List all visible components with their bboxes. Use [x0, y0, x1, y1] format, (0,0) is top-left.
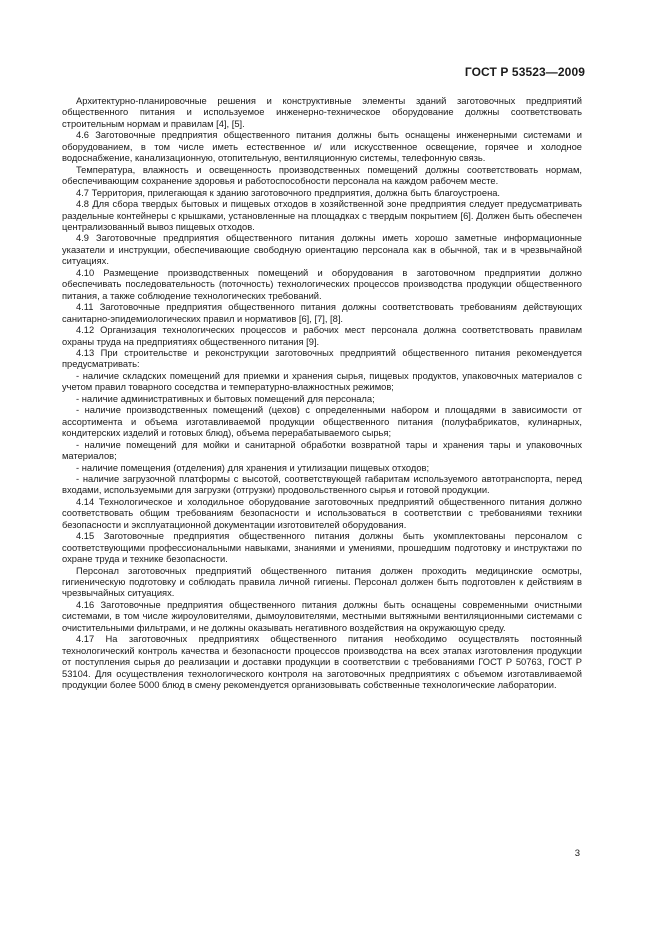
- list-item-washing: - наличие помещений для мойки и санитарной обработки возвратной тары и хранения тары и упаковочных материалов;: [62, 439, 582, 462]
- page-number: 3: [574, 848, 580, 859]
- paragraph-4-17: 4.17 На заготовочных предприятиях общественного питания необходимо осуществлять постоянный технологический контроль качества и безопасности процессов производства на всех этапах изготовления продукции от поступления сырья до реализации и доставки продукции в соответствии с требованиями ГОСТ Р 50763, ГОСТ Р 53104. Для осуществления технологического контроля на заготовочных предприятиях с объемом изготавливаемой продукции более 5000 блюд в смену рекомендуется организовывать собственные технологические лаборатории.: [62, 634, 582, 691]
- paragraph-4-11: 4.11 Заготовочные предприятия общественного питания должны соответствовать требованиям действующих санитарно-эпидемиологических правил и нормативов [6], [7], [8].: [62, 302, 582, 324]
- paragraph-4-16: 4.16 Заготовочные предприятия общественного питания должны быть оснащены современными очистными системами, в том числе жироуловителями, дымоуловителями, местными вытяжными вентиляционными системами с очистительными фильтрами, и не должны оказывать негативного воздействия на окружающую среду.: [62, 599, 582, 633]
- paragraph-4-15: 4.15 Заготовочные предприятия общественного питания должны быть укомплектованы персоналом с соответствующими профессиональными навыками, знаниями и умениями, прошедшим подготовку и инструктажи по охране труда и технике безопасности.: [62, 531, 582, 565]
- paragraph-4-9: 4.9 Заготовочные предприятия общественного питания должны иметь хорошо заметные информационные указатели и инструкции, обеспечивающие свободную ориентацию персонала как в обычной, так и в чрезвычайной ситуациях.: [62, 233, 582, 267]
- list-item-admin: - наличие административных и бытовых помещений для персонала;: [76, 393, 375, 404]
- list-item-production: - наличие производственных помещений (цехов) с определенными набором и площадями в зависимости от ассортимента и объема изготавливаемой продукции общественного питания (полуфабрикатов, кулинарных, кондитерских изделий и готовых блюд), объема перерабатываемого сырья;: [62, 405, 582, 439]
- paragraph-personnel: Персонал заготовочных предприятий общественного питания должен проходить медицинские осмотры, гигиеническую подготовку и соблюдать правила личной гигиены. Персонал должен быть подготовлен к действиям в чрезвычайных ситуациях.: [62, 565, 582, 599]
- document-header: ГОСТ Р 53523—2009: [464, 65, 585, 79]
- list-item-waste: - наличие помещения (отделения) для хранения и утилизации пищевых отходов;: [76, 462, 430, 473]
- paragraph-4-12: 4.12 Организация технологических процессов и рабочих мест персонала должна соответствовать правилам охраны труда на предприятиях общественного питания [9].: [62, 325, 582, 347]
- paragraph-4-6: 4.6 Заготовочные предприятия общественного питания должны быть оснащены инженерными системами и оборудованием, в том числе иметь естественное и/ или искусственное освещение, горячее и холодное водоснабжение, канализационную, отопительную, вентиляционную системы, телефонную связь.: [62, 130, 582, 164]
- paragraph-4-8: 4.8 Для сбора твердых бытовых и пищевых отходов в хозяйственной зоне предприятия следует предусматривать раздельные контейнеры с крышками, установленные на площадках с твердым покрытием [6]. Должен быть обеспечен централизованный вывоз пищевых отходов.: [62, 199, 582, 232]
- paragraph-4-13: 4.13 При строительстве и реконструкции заготовочных предприятий общественного питания рекомендуется предусматривать:: [62, 347, 582, 370]
- paragraph-4-7: 4.7 Территория, прилегающая к зданию заготовочного предприятия, должна быть благоустроена.: [76, 187, 501, 198]
- document-body: [62, 96, 582, 692]
- list-item-warehouse: - наличие складских помещений для приемки и хранения сырья, пищевых продуктов, упаковочных материалов с учетом правил товарного соседства и температурно-влажностных режимов;: [62, 370, 582, 393]
- paragraph-architecture: Архитектурно-планировочные решения и конструктивные элементы зданий заготовочных предприятий общественного питания и используемое инженерно-техническое оборудование должны соответствовать строительным нормам и правилам [4], [5].: [62, 96, 582, 129]
- paragraph-4-10: 4.10 Размещение производственных помещений и оборудования в заготовочном предприятии должно обеспечивать последовательность (поточность) технологических процессов производства продукции общественного питания, а также соблюдение технологических требований.: [62, 267, 582, 301]
- paragraph-4-14: 4.14 Технологическое и холодильное оборудование заготовочных предприятий общественного питания должно соответствовать общим требованиям безопасности и использоваться в соответствии с требованиями техники безопасности и эксплуатационной документации изготовителей оборудования.: [62, 496, 582, 530]
- list-item-loading-platform: - наличие загрузочной платформы с высотой, соответствующей габаритам используемого автотранспорта, перед входами, используемыми для загрузки (отгрузки) продовольственного сырья и готовой продукции.: [62, 473, 582, 496]
- paragraph-temperature: Температура, влажность и освещенность производственных помещений должны соответствовать нормам, обеспечивающим сохранение здоровья и работоспособности персонала на каждом рабочем месте.: [62, 164, 582, 187]
